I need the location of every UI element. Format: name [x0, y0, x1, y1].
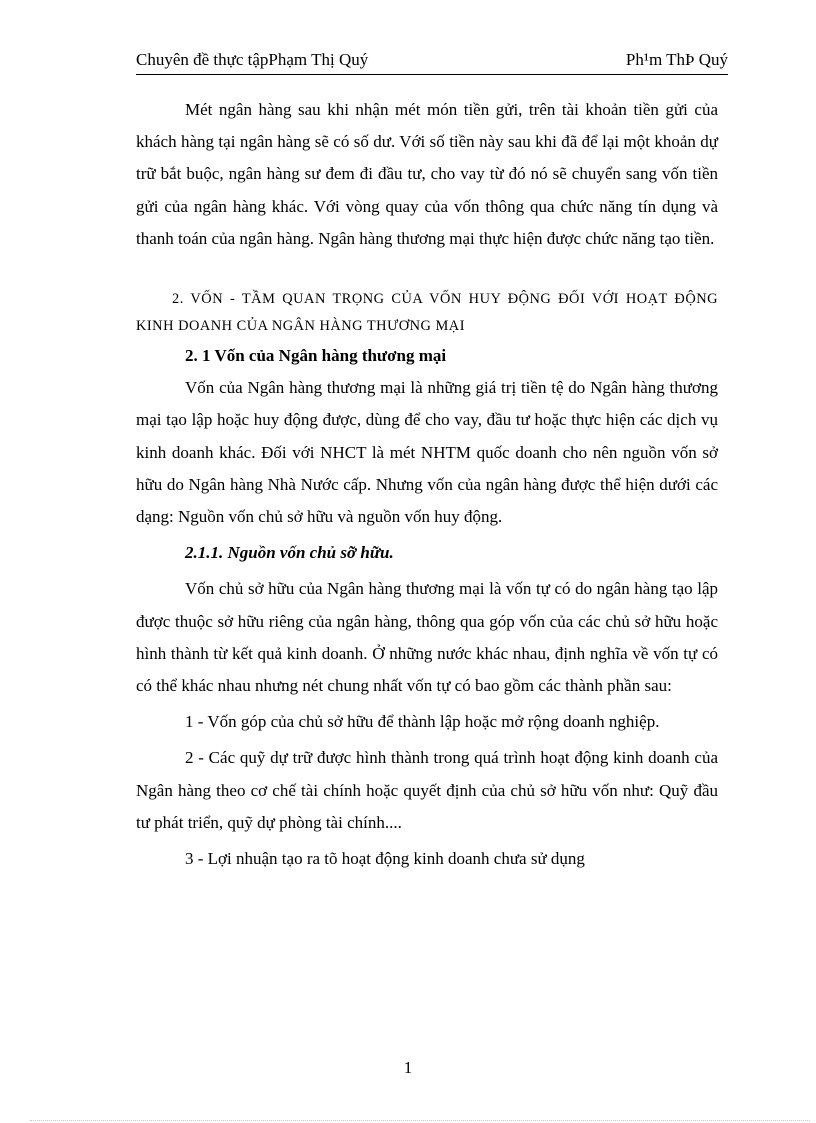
page-header — [136, 50, 728, 75]
header-title-left: Chuyên đề thực tậpPhạm Thị Quý — [136, 50, 369, 69]
page-bottom-divider — [30, 1120, 810, 1121]
list-item-3: 3 - Lợi nhuận tạo ra tõ hoạt động kinh doanh chưa sử dụng — [185, 849, 585, 869]
subsection-heading-2-1: 2. 1 Vốn của Ngân hàng thương mại — [185, 346, 447, 366]
list-item-2: 2 - Các quỹ dự trữ được hình thành trong quá trình hoạt động kinh doanh của Ngân hàng theo cơ chế tài chính hoặc quyết định của chủ sở hữu vốn như: Quỹ đầu tư phát triển, quỹ dự phòng tài chính.... — [136, 748, 718, 832]
page-number: 1 — [403, 1058, 413, 1077]
paragraph-owner-equity: Vốn chủ sở hữu của Ngân hàng thương mại là vốn tự có do ngân hàng tạo lập được thuộc sở hữu riêng của ngân hàng, thông qua góp vốn của các chủ sở hữu hoặc hình thành từ kết quả kinh doanh. Ở những nước khác nhau, định nghĩa về vốn tự có có thể khác nhau nhưng nét chung nhất vốn tự có bao gồm các thành phần sau: — [136, 579, 718, 696]
header-author-right: Ph¹m ThÞ Quý — [625, 50, 728, 69]
document-body — [136, 94, 718, 875]
section-heading-2: 2. VỐN - TẦM QUAN TRỌNG CỦA VỐN HUY ĐỘNG ĐỐI VỚI HOẠT ĐỘNG KINH DOANH CỦA NGÂN HÀNG THƯƠNG MẠI — [136, 291, 718, 335]
paragraph-bank-capital: Vốn của Ngân hàng thương mại là những giá trị tiền tệ do Ngân hàng thương mại tạo lập hoặc huy động được, dùng để cho vay, đầu tư hoặc thực hiện các dịch vụ kinh doanh khác. Đối với NHCT là mét NHTM quốc doanh cho nên nguồn vốn sở hữu do Ngân hàng Nhà Nước cấp. Nhưng vốn của ngân hàng được thể hiện dưới các dạng: Nguồn vốn chủ sở hữu và nguồn vốn huy động. — [136, 378, 718, 527]
list-item-1: 1 - Vốn góp của chủ sở hữu để thành lập hoặc mở rộng doanh nghiệp. — [185, 712, 660, 732]
paragraph-money-creation: Mét ngân hàng sau khi nhận mét món tiền gửi, trên tài khoản tiền gửi của khách hàng tại ngân hàng sẽ có số dư. Với số tiền này sau khi đã để lại một khoản dự trữ bắt buộc, ngân hàng sư đem đi đầu tư, cho vay từ đó nó sẽ chuyển sang vốn tiền gửi của ngân hàng khác. Với vòng quay của vốn thông qua chức năng tín dụng và thanh toán của ngân hàng. Ngân hàng thương mại thực hiện được chức năng tạo tiền. — [136, 100, 718, 248]
subsection-heading-2-1-1: 2.1.1. Nguồn vốn chủ sỡ hữu. — [185, 543, 394, 563]
